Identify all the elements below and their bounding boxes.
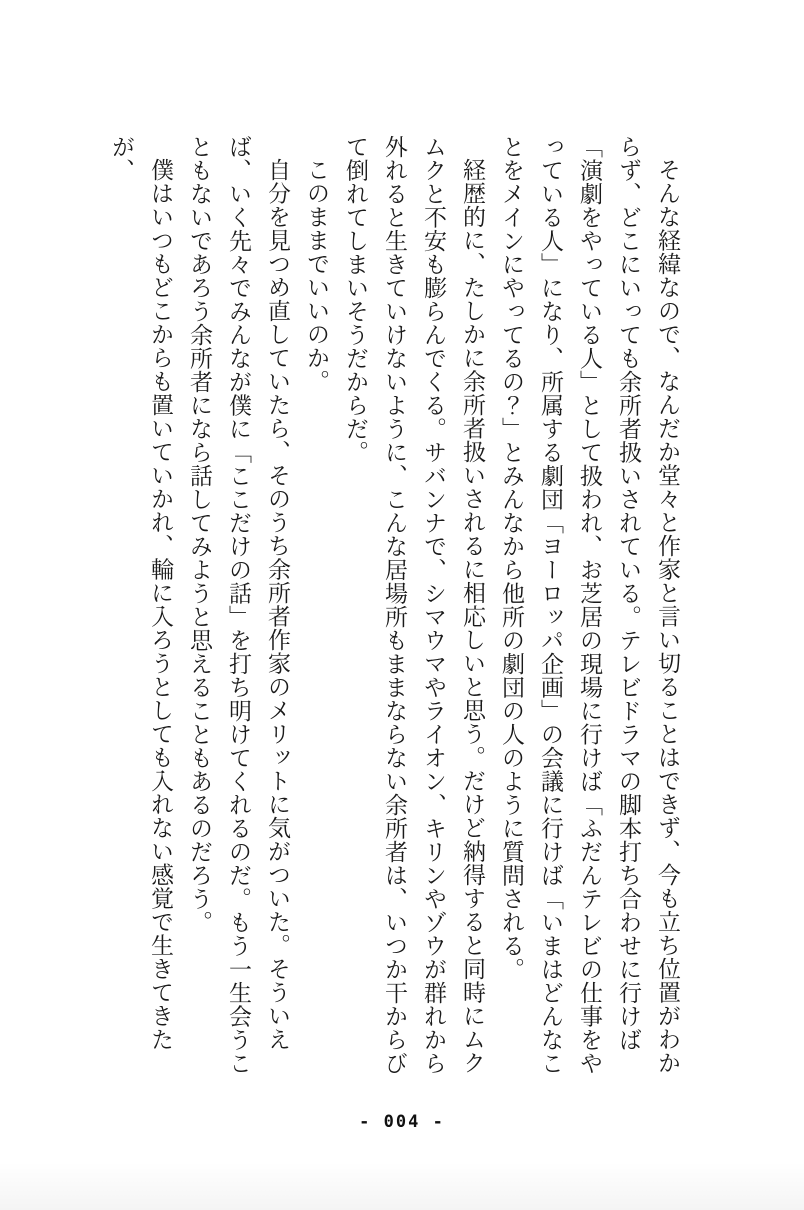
paragraph-2: 経歴的に、たしかに余所者扱いされるに相応しいと思う。だけど納得すると同時にムクムクと不安も膨らんでくる。サバンナで、シマウマやライオン、キリンやゾウが群れから外れると生きていけないように、こんな居場所もままならない余所者は、いつか干からびて倒れてしまいそうだからだ。	[342, 135, 485, 1075]
paragraph-5: 僕はいつもどこからも置いていかれ、輪に入ろうとしても入れない感覚で生きてきたが、	[108, 135, 173, 1051]
paragraph-4: 自分を見つめ直していたら、そのうち余所者作家のメリットに気がついた。そういえば、いく先々でみんなが僕に「ここだけの話」を打ち明けてくれるのだ。もう一生会うこともないであろう余所者になら話してみようと思えることもあるのだろう。	[186, 135, 290, 1075]
page-number: - 004 -	[359, 1112, 445, 1132]
body-text	[101, 135, 686, 1077]
paragraph-3: このままでいいのか。	[303, 158, 329, 393]
paragraph-1: そんな経緯なので、なんだか堂々と作家と言い切ることはできず、今も立ち位置がわからず、どこにいっても余所者扱いされている。テレビドラマの脚本打ち合わせに行けば「演劇をやっている人」として扱われ、お芝居の現場に行けば「ふだんテレビの仕事をやっている人」になり、所属する劇団「ヨーロッパ企画」の会議に行けば「いまはどんなことをメインにやってるの？」とみんなから他所の劇団の人のように質問される。	[498, 135, 680, 1075]
